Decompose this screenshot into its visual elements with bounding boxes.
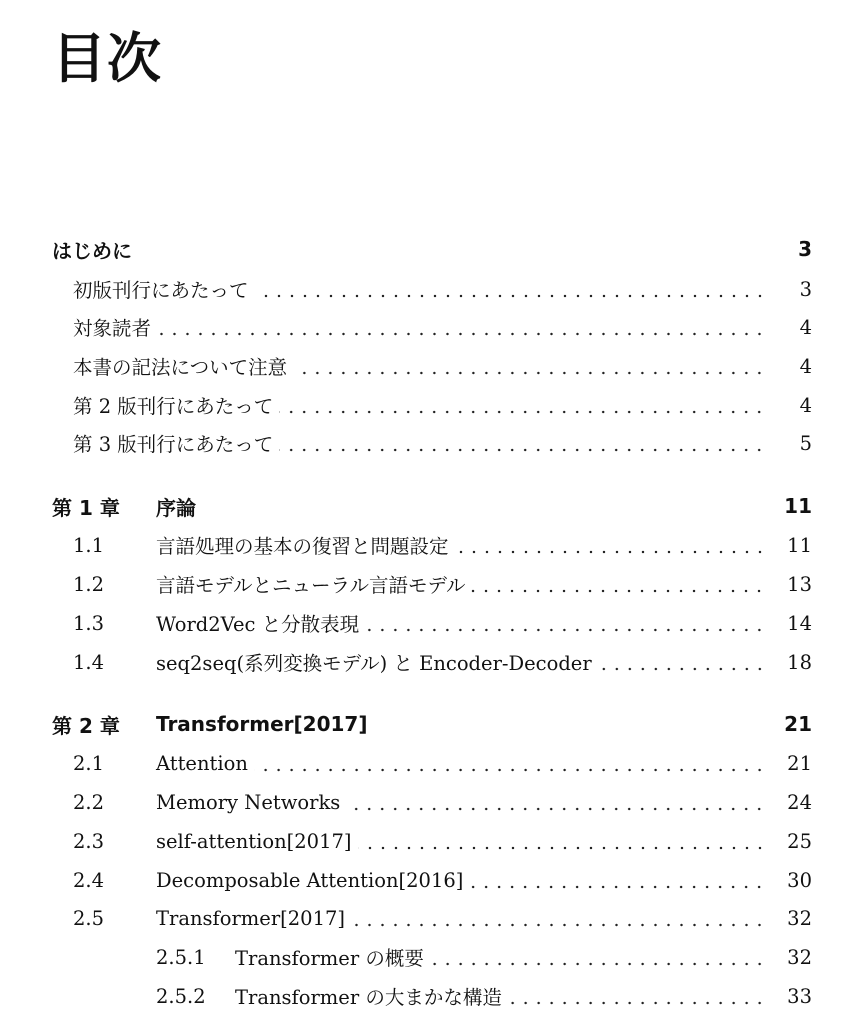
toc-entry-number: 2.5.2 [156,984,206,1008]
toc-entry-page-number[interactable]: 14 [787,611,812,635]
toc-entry-chapter[interactable] [0,709,860,739]
toc-entry-section[interactable] [0,312,860,342]
page-title: 目次 [52,27,162,90]
toc-entry-section[interactable] [0,390,860,420]
toc-entry-page-number[interactable]: 4 [799,393,812,417]
toc-entry-title[interactable]: seq2seq(系列変換モデル) と Encoder-Decoder [156,652,592,675]
toc-entry-page-number[interactable]: 32 [787,945,812,969]
toc-entry-number: 2.5 [73,906,105,930]
dot-leader [157,312,766,342]
toc-entry-number: 2.3 [73,829,105,853]
toc-entry-title[interactable]: 言語処理の基本の復習と問題設定 [156,535,449,558]
toc-entry-page-number[interactable]: 30 [787,868,812,892]
toc-entry-number: 1.4 [73,650,105,674]
toc-entry-title[interactable]: 対象読者 [73,317,152,340]
dot-leader [293,351,766,381]
toc-entry-page-number[interactable]: 4 [799,354,812,378]
toc-entry-page-number[interactable]: 13 [787,572,812,596]
dot-leader [598,647,766,677]
toc-entry-page-number[interactable]: 11 [787,533,812,557]
toc-entry-page-number[interactable]: 3 [799,277,812,301]
toc-entry-page-number[interactable]: 32 [787,906,812,930]
toc-entry-page-number[interactable]: 11 [784,494,812,518]
toc-entry-title[interactable]: 言語モデルとニューラル言語モデル [156,574,466,597]
dot-leader [508,981,766,1011]
toc-entry-number: 1.3 [73,611,105,635]
toc-entry-title[interactable]: Word2Vec と分散表現 [156,613,360,636]
toc-entry-section[interactable] [0,351,860,381]
toc-entry-section[interactable] [0,748,860,778]
toc-entry-section[interactable] [0,530,860,560]
toc-entry-page-number[interactable]: 21 [787,751,812,775]
dot-leader [365,608,766,638]
dot-leader [469,865,766,895]
dot-leader [471,569,766,599]
toc-entry-number: 2.5.1 [156,945,206,969]
toc-entry-number: 第 2 章 [52,713,120,738]
toc-entry-number: 第 1 章 [52,495,120,520]
dot-leader [455,530,766,560]
toc-entry-page-number[interactable]: 18 [787,650,812,674]
toc-entry-page-number[interactable]: 21 [784,712,812,736]
toc-entry-page-number[interactable]: 3 [798,237,812,261]
toc-entry-number: 2.2 [73,790,105,814]
toc-entry-title[interactable]: Transformer[2017] [156,906,345,930]
toc-entry-section[interactable] [0,274,860,304]
dot-leader [255,274,766,304]
toc-entry-section[interactable] [0,608,860,638]
toc-entry-page-number[interactable]: 5 [799,431,812,455]
toc-entry-title[interactable]: 第 3 版刊行にあたって [73,433,274,456]
toc-entry-title[interactable]: Transformer[2017] [156,712,368,736]
toc-entry-section[interactable] [0,826,860,856]
toc-entry-section[interactable] [0,428,860,458]
toc-entry-page-number[interactable]: 25 [787,829,812,853]
toc-entry-title[interactable]: Decomposable Attention[2016] [156,868,464,892]
toc-entry-section[interactable] [0,787,860,817]
toc-entry-title[interactable]: self-attention[2017] [156,829,352,853]
toc-entry-page-number[interactable]: 4 [799,315,812,339]
dot-leader [351,903,766,933]
toc-entry-number: 1.2 [73,572,105,596]
dot-leader [279,390,766,420]
toc-entry-chapter[interactable] [0,491,860,521]
toc-entry-title[interactable]: 本書の記法について注意 [73,356,288,379]
toc-entry-page-number[interactable]: 33 [787,984,812,1008]
toc-entry-title[interactable]: Transformer の大まかな構造 [235,986,502,1009]
dot-leader [430,942,766,972]
dot-leader [358,826,766,856]
toc-entry-title[interactable]: 初版刊行にあたって [73,279,249,302]
toc-entry-chapter[interactable] [0,234,860,264]
toc-entry-subsection[interactable] [0,981,860,1011]
toc-entry-subsection[interactable] [0,942,860,972]
toc-entry-number: 2.4 [73,868,105,892]
toc-entry-number: 2.1 [73,751,105,775]
toc-entry-title[interactable]: 第 2 版刊行にあたって [73,395,274,418]
toc-entry-number: 1.1 [73,533,105,557]
toc-entry-section[interactable] [0,569,860,599]
toc-entry-title[interactable]: Memory Networks [156,790,341,814]
dot-leader [279,428,766,458]
toc-entry-page-number[interactable]: 24 [787,790,812,814]
dot-leader [254,748,766,778]
toc-entry-title[interactable]: Attention [156,751,248,775]
toc-entry-section[interactable] [0,903,860,933]
toc-entry-title[interactable]: はじめに [52,238,132,263]
dot-leader [346,787,766,817]
toc-entry-title[interactable]: 序論 [156,495,196,520]
toc-entry-section[interactable] [0,647,860,677]
toc-entry-title[interactable]: Transformer の概要 [235,947,424,970]
toc-entry-section[interactable] [0,865,860,895]
